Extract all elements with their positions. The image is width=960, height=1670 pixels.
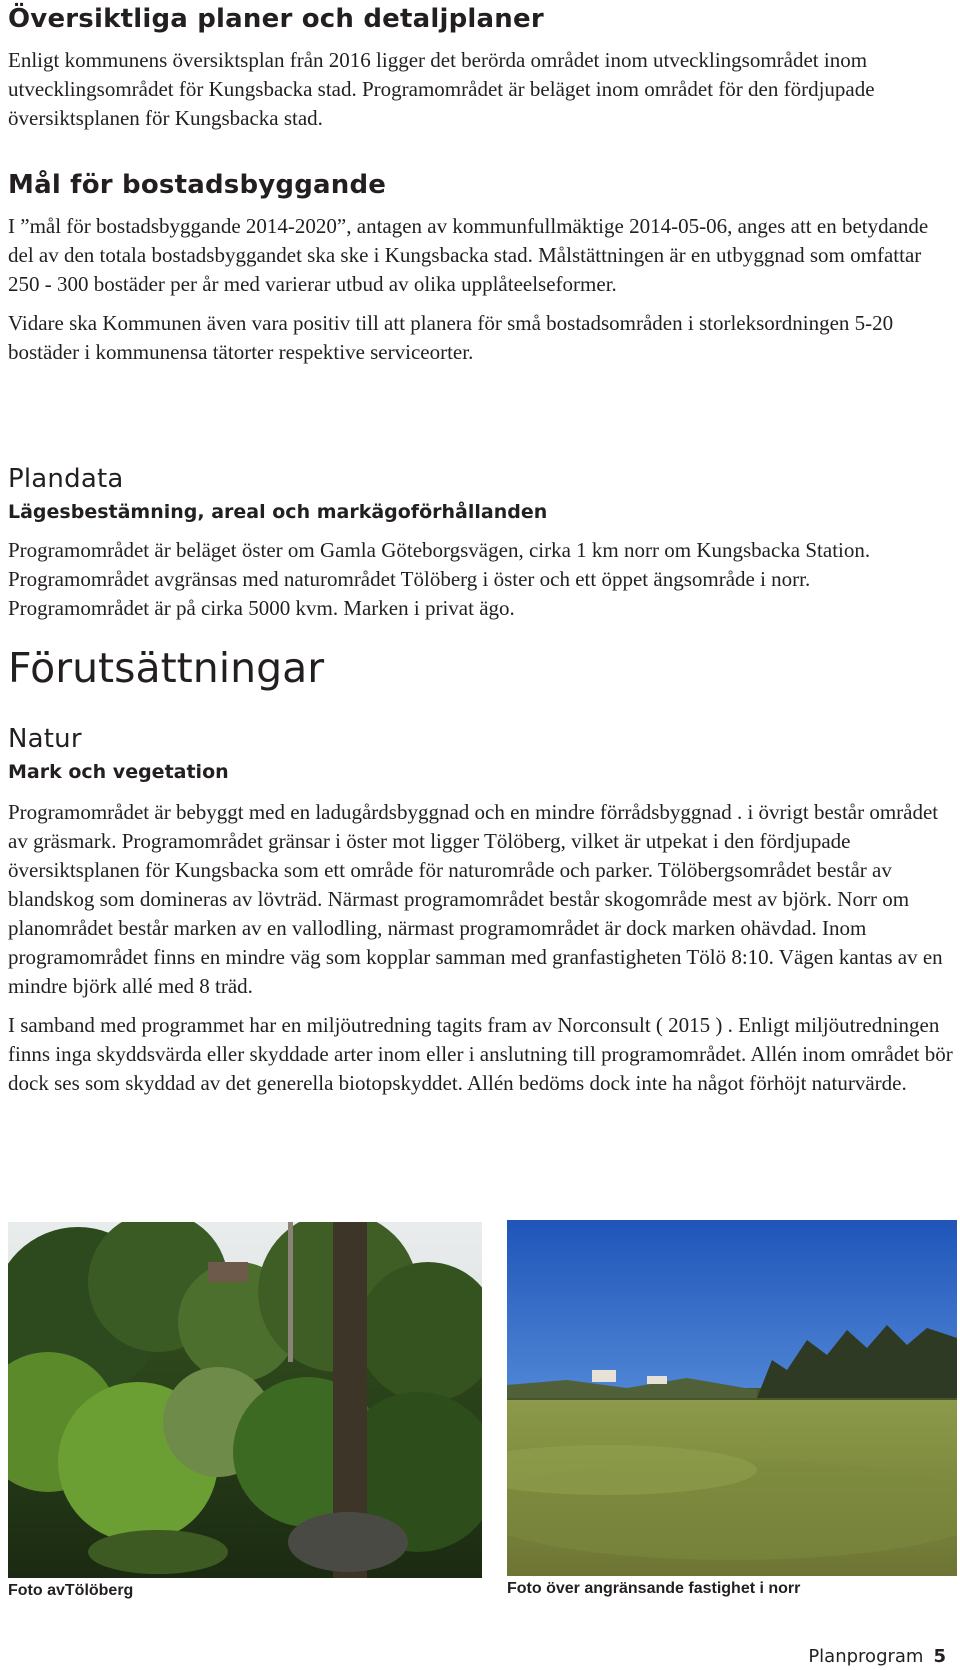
paragraph: Programområdet är bebyggt med en ladugårdsbyggnad och en mindre förrådsbyggnad . i övrigt består området av gräsmark. Programområdet gränsar i öster mot ligger Tölöberg, vilket är utpekat i den fördjupade översiktsplanen för Kungsbacka som ett område för naturområde och parker. Tölöbergsområdet består av blandskog som domineras av lövträd. Närmast programområdet består skogområde mest av björk. Norr om planområdet består marken av en vallodling, närmast programområdet är dock marken ohävdad. Inom programområdet finns en mindre väg som kopplar samman med granfastigheten Tölö 8:10. Vägen kantas av en mindre björk allé med 8 träd.: [8, 800, 943, 998]
section-mal-bostadsbyggande: [8, 168, 953, 367]
paragraph: Programområdet är beläget öster om Gamla Göteborgsvägen, cirka 1 km norr om Kungsbacka Station. Programområdet avgränsas med naturområdet Tölöberg i öster och ett öppet ängsområde i norr. Programområdet är på cirka 5000 kvm. Marken i privat ägo.: [8, 538, 871, 620]
section-heading: Mål för bostadsbyggande: [8, 170, 387, 200]
section-oversiktliga-planer: [8, 2, 953, 133]
photo-caption-right: Foto över angränsande fastighet i norr: [507, 1580, 801, 1597]
footer-title: Planprogram: [808, 1646, 924, 1667]
forest-photo: [8, 1222, 482, 1578]
section-plandata: [8, 462, 953, 623]
section-forutsattningar: [8, 644, 953, 692]
meadow-photo: [507, 1220, 957, 1576]
section-heading: Plandata: [8, 464, 124, 494]
photo-caption-left: Foto avTölöberg: [8, 1582, 134, 1599]
subsection-heading: Lägesbestämning, areal och markägoförhållanden: [8, 501, 548, 523]
section-natur: [8, 722, 953, 1098]
paragraph: Enligt kommunens översiktsplan från 2016 ligger det berörda området inom utvecklingsområdet inom utvecklingsområdet för Kungsbacka stad. Programområdet är beläget inom området för den fördjupade översiktsplanen för Kungsbacka stad.: [8, 48, 875, 130]
section-heading: Översiktliga planer och detaljplaner: [8, 4, 544, 34]
paragraph: Vidare ska Kommunen även vara positiv till att planera för små bostadsområden i storleksordningen 5-20 bostäder i kommunensa tätorter respektive serviceorter.: [8, 311, 894, 364]
page-footer: [808, 1646, 946, 1667]
page-number: 5: [933, 1646, 946, 1667]
subsection-heading: Mark och vegetation: [8, 761, 229, 783]
paragraph: I ”mål för bostadsbyggande 2014-2020”, antagen av kommunfullmäktige 2014-05-06, anges att en betydande del av den totala bostadsbyggandet ska ske i Kungsbacka stad. Målstättningen är en utbyggnad som omfattar 250 - 300 bostäder per år med varierar utbud av olika upplåteelseformer.: [8, 214, 929, 296]
section-heading: Natur: [8, 724, 82, 754]
paragraph: I samband med programmet har en miljöutredning tagits fram av Norconsult ( 2015 ) . Enligt miljöutredningen finns inga skyddsvärda eller skyddade arter inom eller i anslutning till programområdet. Allén inom området bör dock ses som skyddad av det generella biotopskyddet. Allén bedöms dock inte ha något förhöjt naturvärde.: [8, 1013, 953, 1095]
chapter-heading: Förutsättningar: [8, 644, 325, 692]
